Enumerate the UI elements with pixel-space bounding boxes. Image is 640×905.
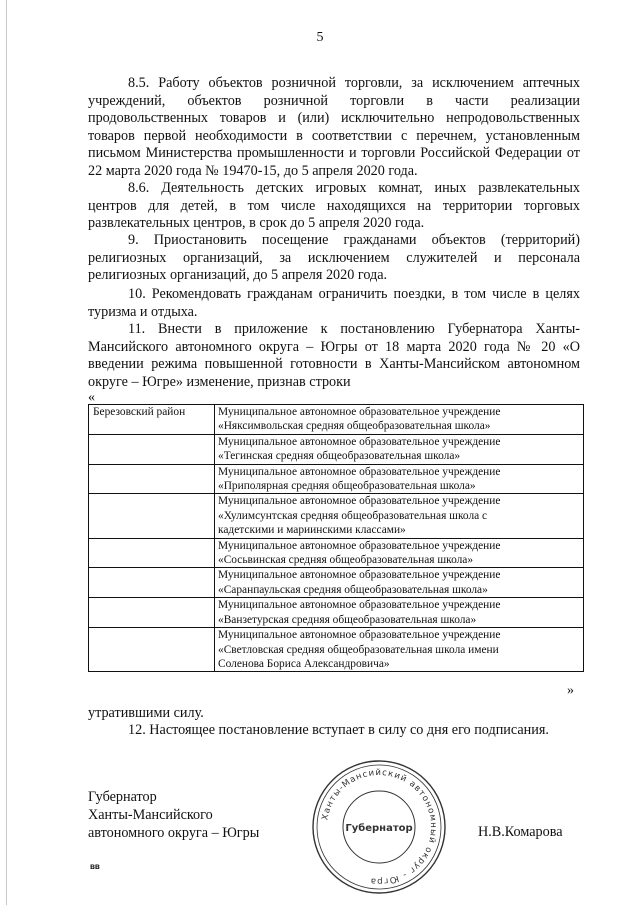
school-cell <box>215 568 584 598</box>
school-name: «Няксимвольская средняя общеобразовательная школа» <box>218 420 491 433</box>
school-name: «Приполярная средняя общеобразовательная школа» <box>218 480 476 493</box>
school-cell <box>215 538 584 568</box>
district-cell-empty <box>89 628 215 672</box>
table-close-quote: » <box>567 683 574 698</box>
table-open-quote: « <box>88 390 95 405</box>
school-cell <box>215 494 584 538</box>
school-type: Муниципальное автономное образовательное учреждение <box>218 406 501 418</box>
table-row <box>89 538 584 568</box>
school-cell <box>215 434 584 464</box>
table-row <box>89 494 584 538</box>
school-type: Муниципальное автономное образовательное учреждение <box>218 539 501 552</box>
signature-title-line: Губернатор <box>88 789 157 805</box>
table-row <box>89 568 584 598</box>
school-type: Муниципальное автономное образовательное учреждение <box>218 465 501 478</box>
table-row <box>89 464 584 494</box>
signer-name: Н.В.Комарова <box>478 824 563 840</box>
district-cell-empty <box>89 494 215 538</box>
table-row <box>89 598 584 628</box>
seal-center-text: Губернатор <box>345 823 413 834</box>
school-name: «Саранпаульская средняя общеобразовательная школа» <box>218 583 488 596</box>
table-row <box>89 434 584 464</box>
signature-title-line: Ханты-Мансийского <box>88 807 213 823</box>
school-cell <box>215 405 584 435</box>
paragraph-8-6: 8.6. Деятельность детских игровых комнат, иных развлекательных центров для детей, в том числе находящихся на территории торговых развлекательных центров, в срок до 5 апреля 2020 года. <box>88 180 580 232</box>
paragraph-8-5: 8.5. Работу объектов розничной торговли, за исключением аптечных учреждений, объектов розничной торговли в части реализации продовольственных товаров и (или) исключительно непродовольственных товаров первой необходимости в соответствии с перечнем, установленным письмом Министерства промышленности и торговли Российской Федерации от 22 марта 2020 года № 19470-15, до 5 апреля 2020 года. <box>88 75 580 179</box>
footer-code: вв <box>90 862 100 871</box>
school-name: «Тегинская средняя общеобразовательная школа» <box>218 450 461 463</box>
paragraph-10: 10. Рекомендовать гражданам ограничить поездки, в том числе в целях туризма и отдыха. <box>88 286 580 320</box>
district-cell-empty <box>89 434 215 464</box>
school-type: Муниципальное автономное образовательное учреждение <box>218 629 501 642</box>
signature-title-line: автономного округа – Югры <box>88 825 260 841</box>
paragraph-9: 9. Приостановить посещение гражданами объектов (территорий) религиозных организаций, за исключением служителей и персонала религиозных организаций, до 5 апреля 2020 года. <box>88 232 580 284</box>
school-name: «Ванзетурская средняя общеобразовательная школа» <box>218 613 477 626</box>
district-cell-empty <box>89 598 215 628</box>
schools-table <box>88 404 584 672</box>
school-type: Муниципальное автономное образовательное учреждение <box>218 435 501 448</box>
school-cell <box>215 628 584 672</box>
official-seal-stamp <box>308 756 450 898</box>
paragraph-12: 12. Настоящее постановление вступает в силу со дня его подписания. <box>128 722 549 738</box>
table-row <box>89 628 584 672</box>
district-cell-empty <box>89 538 215 568</box>
school-name-continued: кадетскими и мариинскими классами» <box>218 524 406 537</box>
district-cell-empty <box>89 464 215 494</box>
signature-title <box>88 788 259 842</box>
district-cell: Березовский район <box>89 405 215 435</box>
scan-margin-line <box>6 0 7 905</box>
school-name: «Сосьвинская средняя общеобразовательная школа» <box>218 554 474 567</box>
school-type: Муниципальное автономное образовательное учреждение <box>218 495 501 508</box>
page-number: 5 <box>316 30 324 45</box>
seal-ring-text: Ханты-Мансийский автономный округ - Югра <box>320 767 439 887</box>
school-name-continued: Соленова Бориса Александровича» <box>218 657 390 670</box>
school-name: «Хулимсунтская средняя общеобразовательная школа с <box>218 509 488 522</box>
table-row <box>89 405 584 435</box>
school-cell <box>215 598 584 628</box>
school-type: Муниципальное автономное образовательное учреждение <box>218 569 501 582</box>
lost-force-text: утратившими силу. <box>88 705 204 721</box>
district-cell-empty <box>89 568 215 598</box>
paragraph-11: 11. Внести в приложение к постановлению Губернатора Ханты-Мансийского автономного округа – Югры от 18 марта 2020 года № 20 «О введении режима повышенной готовности в Ханты-Мансийском автономном округе – Югре» изменение, признав строки <box>88 321 580 390</box>
school-name: «Светловская средняя общеобразовательная школа имени <box>218 643 499 656</box>
school-type: Муниципальное автономное образовательное учреждение <box>218 599 501 612</box>
school-cell <box>215 464 584 494</box>
